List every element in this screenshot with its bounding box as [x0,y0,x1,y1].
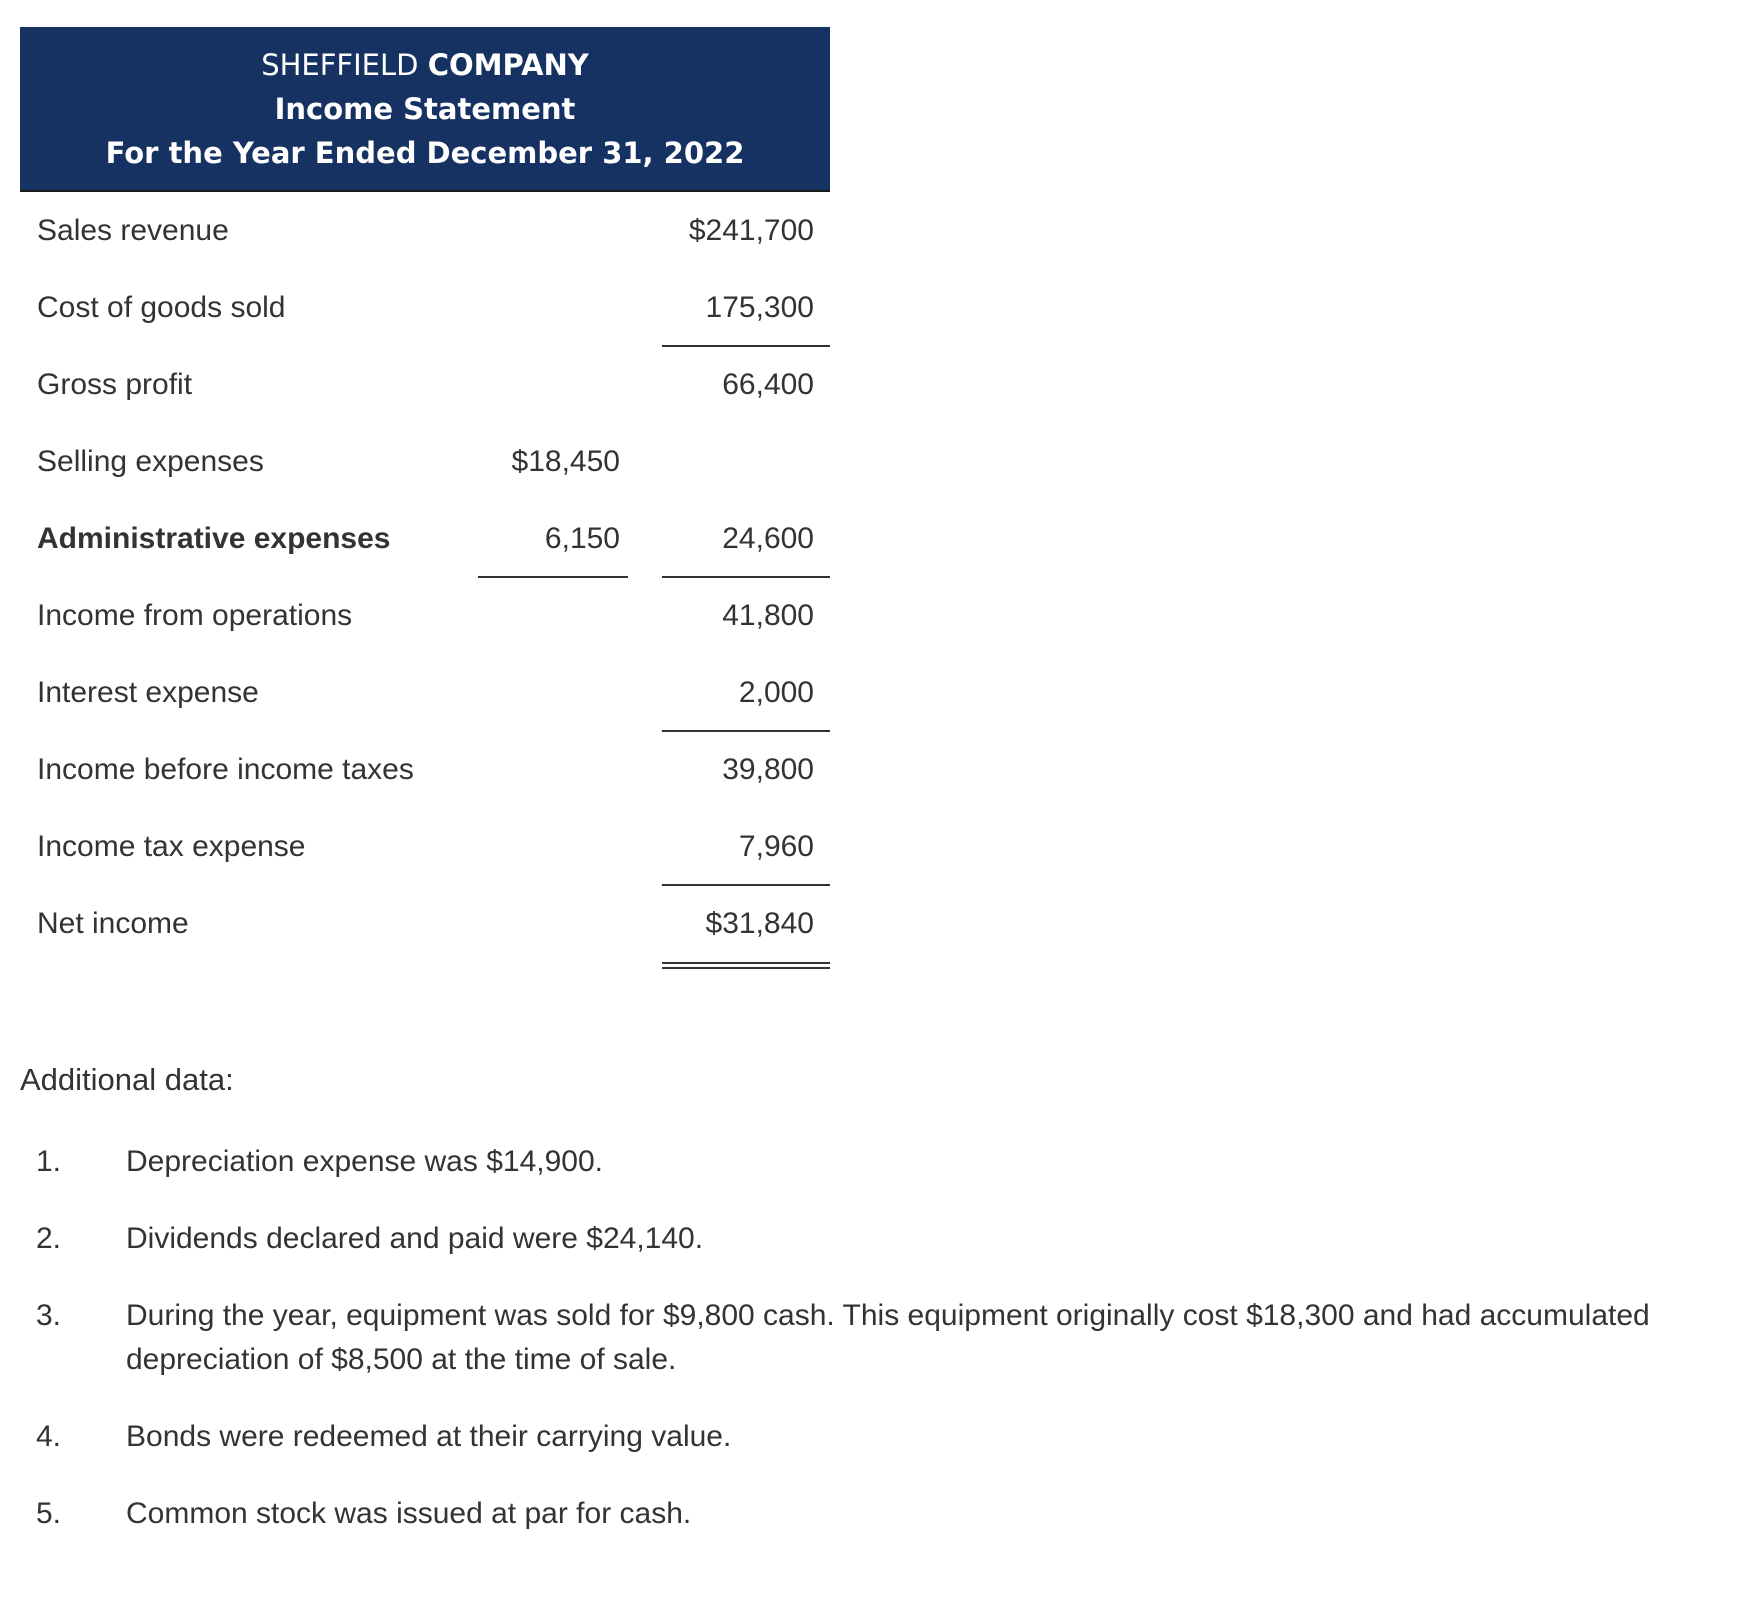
row-administrative-expenses [20,500,830,577]
row-income-before-taxes [20,731,830,808]
list-item [20,1294,1730,1382]
item-number: 4. [36,1420,62,1453]
row-sales-revenue [20,192,830,269]
item-text: Common stock was issued at par for cash. [126,1497,692,1530]
row-total: 2,000 [738,676,814,709]
row-label: Income before income taxes [37,753,414,786]
row-total: 66,400 [722,368,814,401]
row-total: 41,800 [722,599,814,632]
row-subtotal: 6,150 [544,522,620,555]
income-statement [20,27,830,962]
row-interest-expense [20,654,830,731]
item-text: Depreciation expense was $14,900. [126,1145,603,1178]
row-total: 39,800 [722,753,814,786]
row-label: Income from operations [37,599,353,632]
company-name: SHEFFIELD COMPANY [261,47,589,82]
row-total: 7,960 [738,830,814,863]
row-subtotal: $18,450 [511,445,620,478]
row-label: Gross profit [37,368,193,401]
row-selling-expenses [20,423,830,500]
item-number: 5. [36,1497,62,1530]
item-text: Dividends declared and paid were $24,140. [126,1222,704,1255]
row-label: Net income [37,907,189,940]
item-text: During the year, equipment was sold for $9,800 cash. This equipment originally cost $18,300 and had accumulated depreciation of $8,500 at the time of sale. [126,1299,1650,1376]
item-text: Bonds were redeemed at their carrying value. [126,1420,732,1453]
statement-header [20,27,830,192]
row-income-from-operations [20,577,830,654]
row-label: Interest expense [37,676,259,709]
statement-title: Income Statement [274,91,576,126]
item-number: 3. [36,1299,62,1332]
row-total: 175,300 [705,291,814,324]
row-label: Administrative expenses [37,522,391,555]
list-item [20,1140,1730,1184]
list-item [20,1492,1730,1536]
row-label: Selling expenses [37,445,264,478]
statement-period: For the Year Ended December 31, 2022 [105,135,745,170]
row-gross-profit [20,346,830,423]
item-number: 2. [36,1222,62,1255]
item-number: 1. [36,1145,62,1178]
additional-data-list [20,1140,1730,1569]
row-total: $31,840 [705,907,814,940]
row-label: Income tax expense [37,830,306,863]
row-total: $241,700 [688,214,814,247]
list-item [20,1217,1730,1261]
list-item [20,1415,1730,1459]
row-net-income [20,885,830,962]
row-cost-of-goods-sold [20,269,830,346]
row-label: Sales revenue [37,214,229,247]
double-underline [662,962,830,969]
additional-data-heading: Additional data: [20,1062,234,1097]
row-income-tax-expense [20,808,830,885]
row-label: Cost of goods sold [37,291,286,324]
row-total: 24,600 [722,522,814,555]
